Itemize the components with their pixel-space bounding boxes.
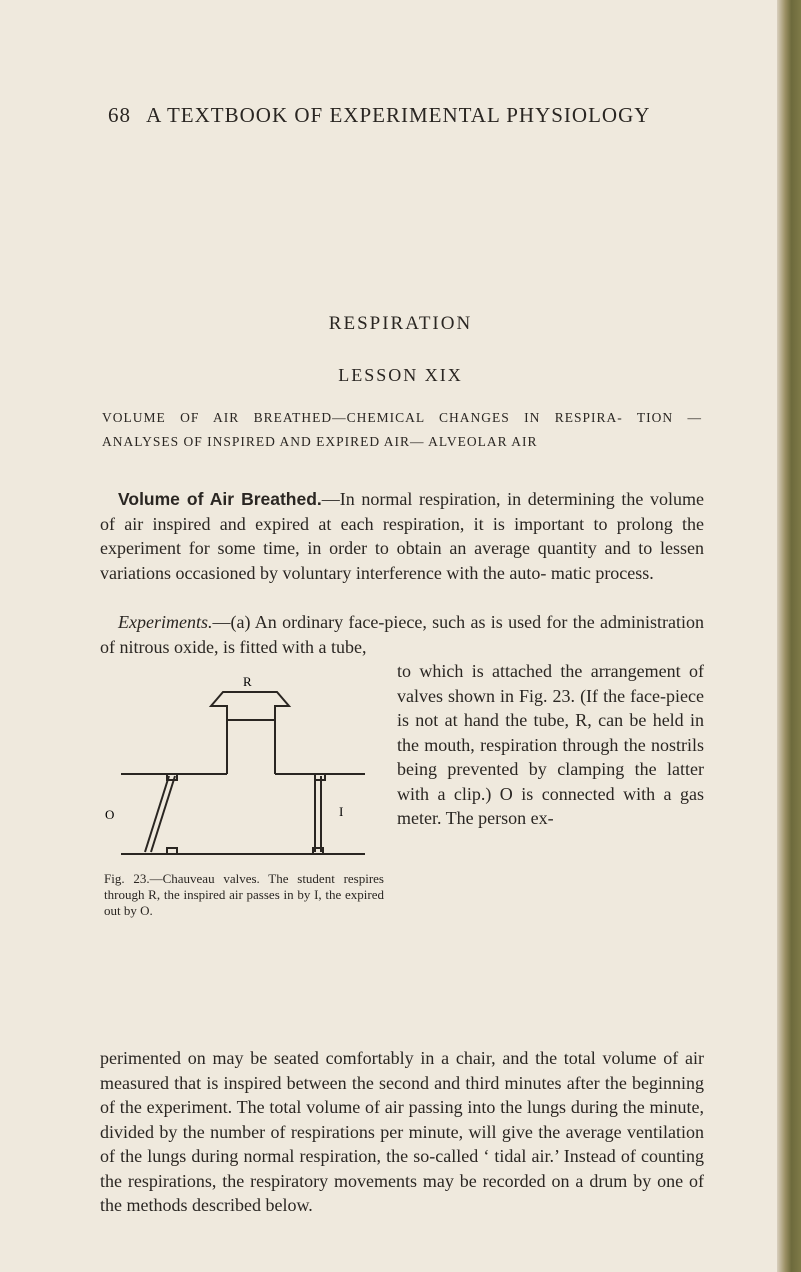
paragraph-text-volume: —In normal respiration, in determining the volume of air inspired and expired at each respiration, it is important to prolong the experiment for some time, in order to obtain an average quantity and to lessen variations occasioned by voluntary interference with the auto- matic process.: [100, 489, 705, 583]
label-o: O: [105, 807, 115, 822]
paragraph-continuation: perimented on may be seated comfortably in a chair, and the total volume of air measured that is inspired between the second and third minutes after the beginning of the experiment. The total volume of air passing into the lungs during the minute, divided by the number of respirations per minute, will give the average ventilation of the lungs during normal respiration, the so-called ‘ tidal air.’ Instead of counting the respirations, the respiratory movements may be recorded on a drum by one of the methods described below.: [100, 1048, 704, 1215]
figure-chauveau-valves: [103, 676, 393, 866]
paragraph-text-experiments: —(a) An ordinary face-piece, such as is used for the administration of nitrous oxide, is fitted with a tube,: [100, 612, 704, 657]
valve-left-flap-inner: [151, 776, 175, 852]
valve-seat-left-bottom: [167, 848, 177, 854]
section-title: RESPIRATION: [328, 313, 473, 334]
valve-left-flap: [145, 776, 169, 852]
paragraph-volume-of-air: [100, 487, 704, 585]
label-i: I: [339, 804, 344, 819]
valve-diagram: [103, 676, 393, 866]
paragraph-experiments: [100, 610, 704, 659]
lesson-subtitle: VOLUME OF AIR BREATHED—CHEMICAL CHANGES IN RESPIRA- TION — ANALYSES OF INSPIRED AND EXPIRED AIR— ALVEOLAR AIR: [102, 410, 702, 449]
label-r: R: [243, 676, 252, 689]
mouthpiece-shape: [211, 692, 289, 720]
paragraph-wrap-text: to which is attached the arrangement of valves shown in Fig. 23. (If the face-piece is not at hand the tube, R, can be held in the mouth, respiration through the nostrils being prevented by clamping the latter with a clip.) O is connected with a gas meter. The person ex-: [397, 661, 704, 828]
figure-caption: Fig. 23.—Chauveau valves. The student respires through R, the inspired air passes in by I, the expired out by O.: [104, 871, 384, 918]
page-edge-shadow: [777, 0, 801, 1272]
page-number: 68: [108, 103, 131, 127]
paragraph-lead-volume: Volume of Air Breathed.: [118, 489, 322, 509]
paragraph-lead-experiments: Experiments.: [118, 612, 213, 632]
running-header-title: A TEXTBOOK OF EXPERIMENTAL PHYSIOLOGY: [146, 103, 651, 127]
running-header: [108, 103, 668, 128]
lesson-title: LESSON XIX: [338, 365, 463, 385]
